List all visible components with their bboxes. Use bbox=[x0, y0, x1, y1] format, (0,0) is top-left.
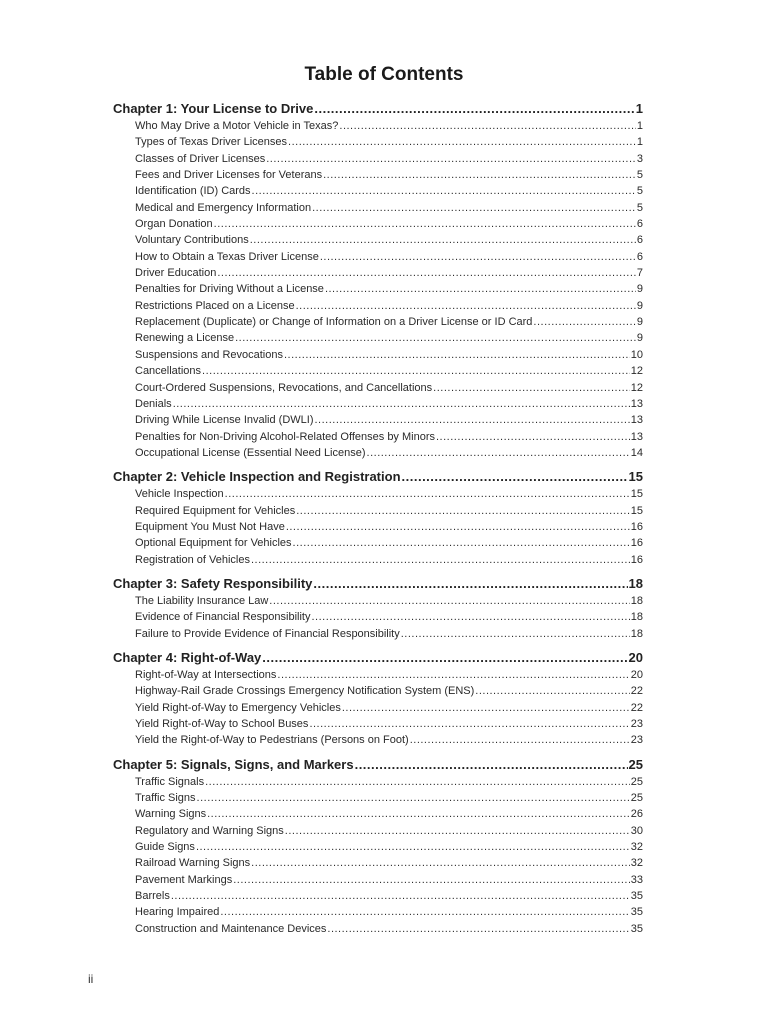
toc-entry[interactable] bbox=[113, 134, 643, 150]
entry-title: Driving While License Invalid (DWLI) bbox=[135, 414, 314, 427]
dot-leader bbox=[402, 467, 628, 486]
dot-leader bbox=[313, 574, 627, 593]
entry-page-number: 1 bbox=[636, 136, 643, 149]
entry-title: Who May Drive a Motor Vehicle in Texas? bbox=[135, 120, 339, 132]
entry-title: Renewing a License bbox=[135, 332, 235, 345]
dot-leader bbox=[410, 732, 630, 748]
toc-entry[interactable] bbox=[113, 249, 643, 265]
entry-page-number: 3 bbox=[636, 152, 643, 165]
dot-leader bbox=[217, 265, 636, 281]
entry-title: Suspensions and Revocations bbox=[135, 348, 283, 361]
dot-leader bbox=[286, 519, 630, 535]
entry-page-number: 16 bbox=[630, 553, 643, 566]
entry-page-number: 1 bbox=[636, 120, 643, 132]
entry-title: Registration of Vehicles bbox=[135, 553, 250, 566]
entry-title: Court-Ordered Suspensions, Revocations, and Cancellations bbox=[135, 381, 433, 394]
toc-entry[interactable] bbox=[113, 535, 643, 551]
table-of-contents bbox=[113, 99, 643, 943]
entry-page-number: 20 bbox=[630, 668, 643, 681]
toc-entry[interactable] bbox=[113, 683, 643, 699]
toc-entry[interactable] bbox=[113, 904, 643, 920]
chapter-page-number: 20 bbox=[628, 649, 643, 665]
dot-leader bbox=[233, 872, 630, 888]
toc-chapter-heading[interactable] bbox=[113, 755, 643, 774]
entry-title: Vehicle Inspection bbox=[135, 488, 224, 501]
toc-entry[interactable] bbox=[113, 790, 643, 806]
entry-title: Railroad Warning Signs bbox=[135, 857, 251, 870]
dot-leader bbox=[323, 167, 636, 183]
toc-chapter bbox=[113, 467, 643, 568]
entry-page-number: 12 bbox=[630, 365, 643, 378]
toc-chapter-heading[interactable] bbox=[113, 648, 643, 667]
entry-page-number: 18 bbox=[630, 611, 643, 624]
entry-page-number: 32 bbox=[630, 841, 643, 854]
toc-chapter bbox=[113, 648, 643, 749]
dot-leader bbox=[433, 380, 630, 396]
toc-entry[interactable] bbox=[113, 183, 643, 199]
entry-title: Failure to Provide Evidence of Financial Responsibility bbox=[135, 627, 400, 640]
entry-title: Equipment You Must Not Have bbox=[135, 520, 285, 533]
entry-title: Denials bbox=[135, 397, 172, 410]
entry-page-number: 13 bbox=[630, 430, 643, 443]
entry-title: Organ Donation bbox=[135, 218, 213, 231]
entry-title: Barrels bbox=[135, 890, 170, 903]
entry-page-number: 6 bbox=[636, 218, 643, 231]
chapter-title: Chapter 1: Your License to Drive bbox=[113, 101, 314, 116]
entry-title: Voluntary Contributions bbox=[135, 234, 249, 247]
toc-entry[interactable] bbox=[113, 839, 643, 855]
entry-title: Fees and Driver Licenses for Veterans bbox=[135, 169, 323, 182]
toc-entry[interactable] bbox=[113, 167, 643, 183]
toc-entry[interactable] bbox=[113, 200, 643, 216]
dot-leader bbox=[251, 552, 630, 568]
dot-leader bbox=[284, 347, 630, 363]
toc-entry[interactable] bbox=[113, 519, 643, 535]
entry-title: Construction and Maintenance Devices bbox=[135, 922, 327, 935]
entry-title: Replacement (Duplicate) or Change of Information on a Driver License or ID Card bbox=[135, 316, 533, 329]
dot-leader bbox=[251, 855, 630, 871]
toc-entry[interactable] bbox=[113, 732, 643, 748]
entry-page-number: 5 bbox=[636, 201, 643, 214]
entry-title: Types of Texas Driver Licenses bbox=[135, 136, 288, 149]
entry-page-number: 22 bbox=[630, 701, 643, 714]
chapter-page-number: 25 bbox=[628, 756, 643, 772]
toc-entry[interactable] bbox=[113, 667, 643, 683]
toc-entry[interactable] bbox=[113, 380, 643, 396]
dot-leader bbox=[277, 667, 629, 683]
chapter-page-number: 18 bbox=[628, 575, 643, 591]
toc-entry[interactable] bbox=[113, 716, 643, 732]
entry-title: Traffic Signs bbox=[135, 792, 196, 805]
dot-leader bbox=[312, 200, 636, 216]
entry-page-number: 6 bbox=[636, 250, 643, 263]
toc-entry[interactable] bbox=[113, 298, 643, 314]
toc-entry[interactable] bbox=[113, 921, 643, 937]
toc-entry[interactable] bbox=[113, 429, 643, 445]
toc-entry[interactable] bbox=[113, 823, 643, 839]
entry-title: Classes of Driver Licenses bbox=[135, 152, 266, 165]
entry-page-number: 35 bbox=[630, 906, 643, 919]
dot-leader bbox=[296, 503, 630, 519]
toc-entry[interactable] bbox=[113, 330, 643, 346]
toc-entry[interactable] bbox=[113, 265, 643, 281]
dot-leader bbox=[296, 298, 636, 314]
toc-entry[interactable] bbox=[113, 281, 643, 297]
entry-title: Regulatory and Warning Signs bbox=[135, 824, 284, 837]
toc-entry[interactable] bbox=[113, 396, 643, 412]
entry-page-number: 16 bbox=[630, 537, 643, 550]
toc-entry[interactable] bbox=[113, 503, 643, 519]
dot-leader bbox=[269, 593, 629, 609]
dot-leader bbox=[367, 445, 630, 461]
toc-entry[interactable] bbox=[113, 593, 643, 609]
toc-entry[interactable] bbox=[113, 445, 643, 461]
entry-page-number: 32 bbox=[630, 857, 643, 870]
dot-leader bbox=[533, 314, 635, 330]
toc-chapter-heading[interactable] bbox=[113, 99, 643, 118]
dot-leader bbox=[311, 609, 629, 625]
entry-page-number: 35 bbox=[630, 890, 643, 903]
dot-leader bbox=[207, 806, 630, 822]
toc-entry[interactable] bbox=[113, 700, 643, 716]
entry-page-number: 14 bbox=[630, 446, 643, 459]
dot-leader bbox=[309, 716, 629, 732]
entry-page-number: 15 bbox=[630, 488, 643, 501]
entry-page-number: 18 bbox=[630, 594, 643, 607]
toc-entry[interactable] bbox=[113, 872, 643, 888]
entry-page-number: 26 bbox=[630, 808, 643, 821]
entry-page-number: 6 bbox=[636, 234, 643, 247]
entry-title: Penalties for Non-Driving Alcohol-Related Offenses by Minors bbox=[135, 430, 435, 443]
entry-title: Yield Right-of-Way to Emergency Vehicles bbox=[135, 701, 341, 714]
entry-title: Occupational License (Essential Need License) bbox=[135, 446, 366, 459]
entry-page-number: 33 bbox=[630, 873, 643, 886]
entry-title: Restrictions Placed on a License bbox=[135, 299, 295, 312]
dot-leader bbox=[202, 363, 630, 379]
chapter-title: Chapter 4: Right-of-Way bbox=[113, 649, 262, 665]
page-title: Table of Contents bbox=[304, 64, 464, 85]
toc-entry[interactable] bbox=[113, 855, 643, 871]
entry-page-number: 12 bbox=[630, 381, 643, 394]
toc-chapter bbox=[113, 755, 643, 937]
entry-page-number: 18 bbox=[630, 627, 643, 640]
dot-leader bbox=[220, 904, 629, 920]
entry-title: Pavement Markings bbox=[135, 873, 233, 886]
toc-entry[interactable] bbox=[113, 118, 643, 134]
entry-page-number: 25 bbox=[630, 792, 643, 805]
entry-page-number: 9 bbox=[636, 283, 643, 296]
toc-chapter bbox=[113, 574, 643, 642]
dot-leader bbox=[355, 755, 628, 774]
dot-leader bbox=[342, 700, 630, 716]
entry-page-number: 30 bbox=[630, 824, 643, 837]
dot-leader bbox=[173, 396, 630, 412]
page-folio: ii bbox=[88, 972, 94, 986]
entry-page-number: 9 bbox=[636, 316, 643, 329]
dot-leader bbox=[436, 429, 630, 445]
entry-page-number: 13 bbox=[630, 397, 643, 410]
entry-page-number: 10 bbox=[630, 348, 643, 361]
entry-title: Optional Equipment for Vehicles bbox=[135, 537, 292, 550]
chapter-page-number: 1 bbox=[635, 101, 643, 116]
dot-leader bbox=[196, 839, 630, 855]
entry-page-number: 23 bbox=[630, 718, 643, 730]
entry-title: Required Equipment for Vehicles bbox=[135, 504, 296, 517]
dot-leader bbox=[327, 921, 629, 937]
entry-page-number: 22 bbox=[630, 685, 643, 698]
dot-leader bbox=[197, 790, 630, 806]
chapter-page-number: 15 bbox=[628, 469, 643, 485]
toc-entry[interactable] bbox=[113, 347, 643, 363]
entry-page-number: 5 bbox=[636, 185, 643, 198]
dot-leader bbox=[293, 535, 630, 551]
entry-page-number: 16 bbox=[630, 520, 643, 533]
dot-leader bbox=[339, 118, 635, 134]
dot-leader bbox=[475, 683, 629, 699]
entry-title: Right-of-Way at Intersections bbox=[135, 668, 277, 681]
entry-page-number: 25 bbox=[630, 775, 643, 788]
entry-title: Traffic Signals bbox=[135, 775, 205, 788]
toc-entry[interactable] bbox=[113, 626, 643, 642]
entry-title: Identification (ID) Cards bbox=[135, 185, 251, 198]
entry-page-number: 23 bbox=[630, 734, 643, 747]
entry-title: Cancellations bbox=[135, 365, 202, 378]
toc-entry[interactable] bbox=[113, 363, 643, 379]
dot-leader bbox=[252, 183, 636, 199]
entry-page-number: 7 bbox=[636, 267, 643, 280]
entry-page-number: 35 bbox=[630, 922, 643, 935]
entry-title: Yield Right-of-Way to School Buses bbox=[135, 718, 309, 730]
toc-entry[interactable] bbox=[113, 774, 643, 790]
dot-leader bbox=[320, 249, 636, 265]
dot-leader bbox=[314, 99, 634, 118]
entry-title: The Liability Insurance Law bbox=[135, 594, 269, 607]
entry-page-number: 13 bbox=[630, 414, 643, 427]
toc-entry[interactable] bbox=[113, 151, 643, 167]
toc-entry[interactable] bbox=[113, 609, 643, 625]
entry-title: Warning Signs bbox=[135, 808, 207, 821]
dot-leader bbox=[235, 330, 636, 346]
toc-entry[interactable] bbox=[113, 552, 643, 568]
entry-title: Medical and Emergency Information bbox=[135, 201, 312, 214]
entry-title: Highway-Rail Grade Crossings Emergency Notification System (ENS) bbox=[135, 685, 475, 698]
entry-title: How to Obtain a Texas Driver License bbox=[135, 250, 319, 263]
entry-title: Guide Signs bbox=[135, 841, 195, 854]
dot-leader bbox=[325, 281, 636, 297]
toc-entry[interactable] bbox=[113, 486, 643, 502]
toc-entry[interactable] bbox=[113, 232, 643, 248]
dot-leader bbox=[401, 626, 630, 642]
entry-page-number: 9 bbox=[636, 299, 643, 312]
entry-title: Yield the Right-of-Way to Pedestrians (Persons on Foot) bbox=[135, 734, 409, 747]
dot-leader bbox=[171, 888, 630, 904]
entry-title: Driver Education bbox=[135, 267, 217, 280]
dot-leader bbox=[315, 412, 630, 428]
dot-leader bbox=[288, 134, 636, 150]
dot-leader bbox=[266, 151, 636, 167]
toc-entry[interactable] bbox=[113, 216, 643, 232]
dot-leader bbox=[225, 486, 630, 502]
entry-title: Hearing Impaired bbox=[135, 906, 220, 919]
toc-chapter bbox=[113, 99, 643, 461]
entry-page-number: 9 bbox=[636, 332, 643, 345]
entry-title: Evidence of Financial Responsibility bbox=[135, 611, 311, 624]
dot-leader bbox=[285, 823, 630, 839]
dot-leader bbox=[214, 216, 636, 232]
chapter-title: Chapter 2: Vehicle Inspection and Registration bbox=[113, 469, 401, 485]
dot-leader bbox=[250, 232, 636, 248]
toc-chapter-heading[interactable] bbox=[113, 467, 643, 486]
toc-entry[interactable] bbox=[113, 888, 643, 904]
entry-page-number: 15 bbox=[630, 504, 643, 517]
dot-leader bbox=[262, 648, 627, 667]
dot-leader bbox=[205, 774, 630, 790]
toc-entry[interactable] bbox=[113, 412, 643, 428]
toc-entry[interactable] bbox=[113, 806, 643, 822]
chapter-title: Chapter 3: Safety Responsibility bbox=[113, 575, 313, 591]
toc-entry[interactable] bbox=[113, 314, 643, 330]
chapter-title: Chapter 5: Signals, Signs, and Markers bbox=[113, 756, 354, 772]
entry-page-number: 5 bbox=[636, 169, 643, 182]
toc-chapter-heading[interactable] bbox=[113, 574, 643, 593]
entry-title: Penalties for Driving Without a License bbox=[135, 283, 324, 296]
